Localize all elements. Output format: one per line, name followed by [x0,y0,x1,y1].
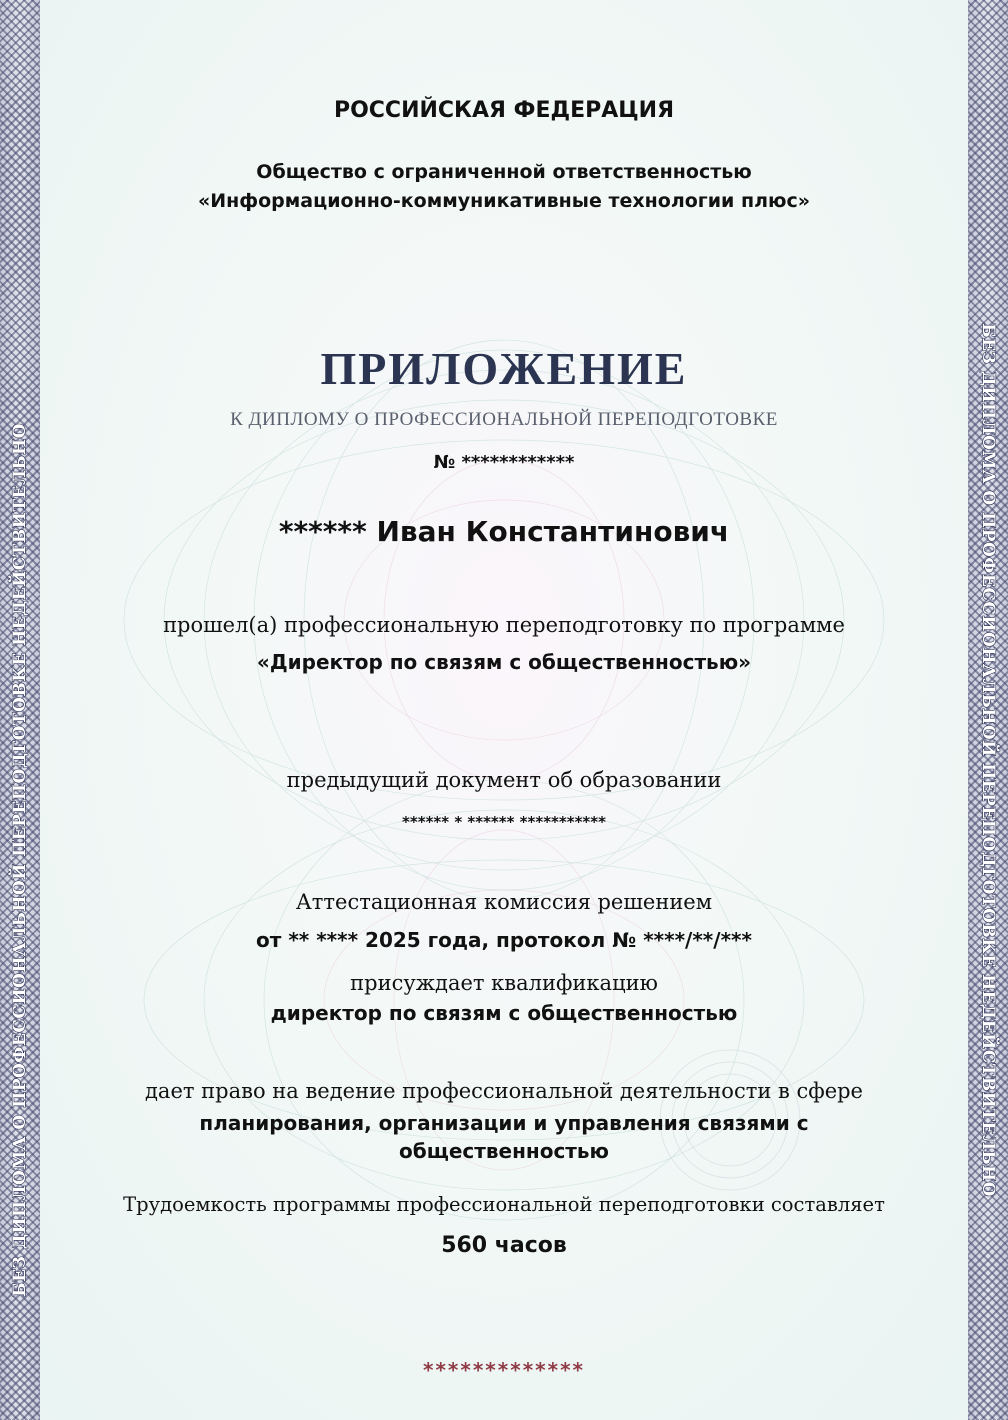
program-name: «Директор по связям с общественностью» [256,650,752,674]
completed-program-text: прошел(а) профессиональную переподготовку по программе [163,613,845,637]
organization-line-2: «Информационно-коммуникативные технологии плюс» [197,190,811,212]
activity-sphere-line-2: общественностью [399,1139,609,1163]
rights-text: дает право на ведение профессиональной деятельности в сфере [145,1079,863,1103]
commission-text: Аттестационная комиссия решением [295,890,713,914]
qualification-name: директор по связям с общественностью [270,1001,738,1025]
left-border-frame [0,0,40,1420]
program-hours-text: Трудоемкость программы профессиональной переподготовки составляет [123,1193,885,1216]
right-border-text: БЕЗ ДИПЛОМА О ПРОФЕССИОНАЛЬНОЙ ПЕРЕПОДГОТОВКЕ НЕДЕЙСТВИТЕЛЬНО [978,323,998,1197]
holder-name: ****** Иван Константинович [278,515,730,548]
right-border-frame [968,0,1008,1420]
country-heading: РОССИЙСКАЯ ФЕДЕРАЦИЯ [333,98,675,123]
previous-document-value: ****** * ****** *********** [402,813,606,831]
awards-qualification-text: присуждает квалификацию [350,971,658,995]
organization-line-1: Общество с ограниченной ответственностью [256,161,752,183]
previous-document-label: предыдущий документ об образовании [286,768,722,792]
left-border-text: БЕЗ ДИПЛОМА О ПРОФЕССИОНАЛЬНОЙ ПЕРЕПОДГОТОВКЕ НЕДЕЙСТВИТЕЛЬНО [10,423,30,1297]
program-hours-value: 560 часов [441,1233,567,1258]
protocol-line: от ** **** 2025 года, протокол № ****/**/*** [256,928,752,952]
activity-sphere-line-1: планирования, организации и управления связями с [199,1111,809,1135]
document-number: № ************ [433,452,575,473]
document-title: ПРИЛОЖЕНИЕ [320,343,688,394]
registration-number: ************* [423,1358,585,1382]
document-subtitle: К ДИПЛОМУ О ПРОФЕССИОНАЛЬНОЙ ПЕРЕПОДГОТОВКЕ [230,409,778,430]
